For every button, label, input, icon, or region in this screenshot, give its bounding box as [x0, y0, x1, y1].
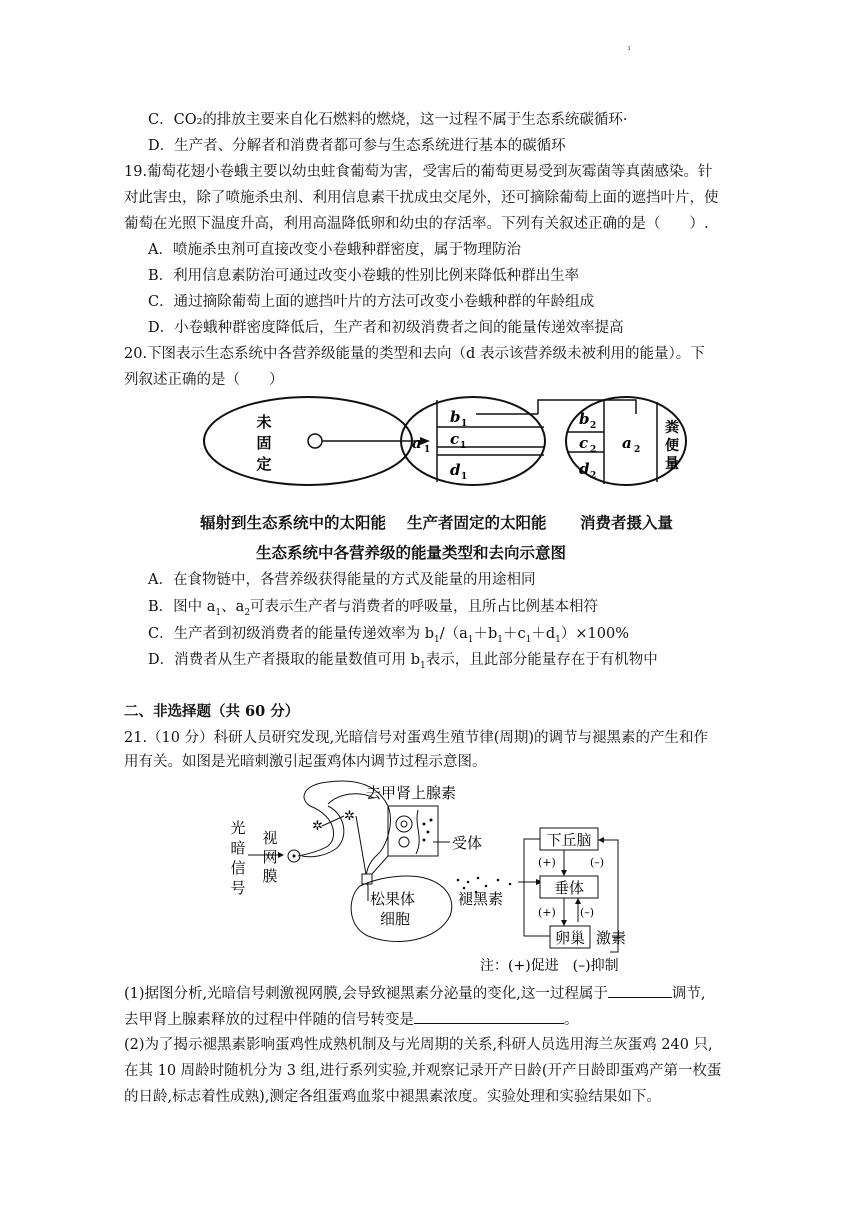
svg-text:c: c — [450, 430, 460, 448]
svg-text:松果体: 松果体 — [370, 890, 416, 908]
svg-text:a: a — [412, 434, 422, 452]
diagram-label-radiation: 辐射到生态系统中的太阳能 — [200, 514, 387, 532]
svg-text:2: 2 — [590, 421, 597, 431]
synapse-inset — [388, 806, 438, 856]
q20-stem-line1: 20.下图表示生态系统中各营养级能量的类型和去向（d 表示该营养级未被利用的能量）。下 — [124, 346, 705, 362]
q19-option-d: D．小卷蛾种群密度降低后，生产者和初级消费者之间的能量传递效率提高 — [148, 320, 624, 336]
svg-text:a: a — [622, 434, 632, 452]
corner-mark: ı — [628, 44, 631, 52]
svg-text:垂体: 垂体 — [553, 879, 585, 897]
svg-text:1: 1 — [461, 472, 468, 482]
q21-part2-line1: (2)为了揭示褪黑素影响蛋鸡性成熟机制及与光周期的关系,科研人员选用海兰灰蛋鸡 240 只, — [124, 1037, 713, 1053]
svg-text:1: 1 — [424, 445, 431, 455]
svg-text:暗: 暗 — [230, 839, 246, 857]
svg-text:1: 1 — [460, 441, 467, 451]
neuron-icon: ✲ — [344, 809, 355, 824]
svg-text:2: 2 — [634, 445, 641, 455]
q19-stem-line3: 葡萄在光照下温度升高，利用高温降低卵和幼虫的存活率。下列有关叙述正确的是（ ）. — [124, 216, 709, 232]
diagram-caption: 生态系统中各营养级的能量类型和去向示意图 — [256, 544, 567, 562]
q21-part2-line2: 在其 10 周龄时随机分为 3 组,进行系列实验,并观察记录开产日龄(开产日龄即蛋鸡产第一枚蛋 — [124, 1063, 722, 1079]
q19-stem-line1: 19.葡萄花翅小卷蛾主要以幼虫蛀食葡萄为害，受害后的葡萄更易受到灰霉菌等真菌感染。针 — [124, 164, 713, 180]
svg-text:卵巢: 卵巢 — [554, 929, 586, 947]
answer-blank-1[interactable] — [608, 983, 672, 998]
q21-stem-line1: 21.（10 分）科研人员研究发现,光暗信号对蛋鸡生殖节律(周期)的调节与褪黑素的产生和作 — [124, 730, 709, 746]
svg-text:去甲肾上腺素: 去甲肾上腺素 — [366, 784, 457, 802]
q18-option-c: C．CO₂的排放主要来自化石燃料的燃烧，这一过程不属于生态系统碳循环· — [148, 112, 628, 128]
svg-text:信: 信 — [230, 859, 246, 877]
neuron-icon: ✲ — [312, 819, 323, 834]
svg-text:b: b — [450, 408, 461, 426]
svg-text:(–): (–) — [580, 906, 595, 919]
q18-option-d: D．生产者、分解者和消费者都可参与生态系统进行基本的碳循环 — [148, 138, 566, 154]
q21-part1-line1: (1)据图分析,光暗信号刺激视网膜,会导致褪黑素分泌量的变化,这一过程属于 调节, — [124, 983, 705, 1004]
answer-blank-2[interactable] — [414, 1009, 564, 1024]
q21-part2-line3: 的日龄,标志着性成熟),测定各组蛋鸡血浆中褪黑素浓度。实验处理和实验结果如下。 — [124, 1089, 661, 1105]
svg-text:d: d — [579, 460, 590, 478]
svg-text:b: b — [579, 410, 590, 428]
svg-text:1: 1 — [461, 419, 468, 429]
unfixed-label-3: 定 — [256, 455, 272, 473]
q21-stem-line2: 用有关。如图是光暗刺激引起蛋鸡体内调节过程示意图。 — [124, 754, 487, 770]
unfixed-label-1: 未 — [256, 413, 272, 431]
svg-text:激素: 激素 — [596, 929, 627, 947]
svg-text:便: 便 — [665, 438, 679, 454]
regulation-diagram — [228, 776, 688, 976]
unfixed-label-2: 固 — [256, 434, 272, 452]
svg-text:c: c — [579, 434, 589, 452]
svg-text:注：(+)促进 (–)抑制: 注：(+)促进 (–)抑制 — [480, 958, 619, 974]
q19-option-a: A．喷施杀虫剂可直接改变小卷蛾种群密度，属于物理防治 — [148, 242, 521, 258]
q20-option-b: B．图中 $a_1$、$a_2$可表示生产者与消费者的呼吸量，且所占比例基本相符 — [148, 599, 599, 618]
svg-text:视: 视 — [262, 829, 278, 847]
svg-text:(+): (+) — [538, 856, 556, 869]
svg-text:受体: 受体 — [452, 834, 483, 852]
q19-option-b: B．利用信息素防治可通过改变小卷蛾的性别比例来降低种群出生率 — [148, 268, 580, 284]
svg-text:粪: 粪 — [665, 420, 679, 436]
q20-option-c: C．生产者到初级消费者的能量传递效率为 $b_1/(a_1+b_1+c_1+d_1)\times 100\%$ — [148, 626, 630, 645]
svg-text:量: 量 — [665, 456, 679, 472]
q20-option-d: D．消费者从生产者摄取的能量数值可用 $b_1$表示，且此部分能量存在于有机物中 — [148, 652, 658, 671]
svg-text:褪黑素: 褪黑素 — [458, 890, 504, 908]
svg-text:(–): (–) — [590, 856, 605, 869]
svg-text:号: 号 — [230, 879, 246, 897]
q21-part1-line2: 去甲肾上腺素释放的过程中伴随的信号转变是 。 — [124, 1009, 579, 1030]
q19-stem-line2: 对此害虫，除了喷施杀虫剂、利用信息素干扰成虫交尾外，还可摘除葡萄上面的遮挡叶片，使 — [124, 190, 719, 206]
diagram-label-consumer: 消费者摄入量 — [580, 514, 674, 532]
section-title: 二、非选择题（共 60 分） — [124, 703, 300, 720]
q20-option-a: A．在食物链中，各营养级获得能量的方式及能量的用途相同 — [148, 572, 536, 588]
q19-option-c: C．通过摘除葡萄上面的遮挡叶片的方法可改变小卷蛾种群的年龄组成 — [148, 294, 595, 310]
pineal-cell — [351, 876, 452, 942]
svg-text:光: 光 — [230, 819, 246, 837]
diagram-label-producer: 生产者固定的太阳能 — [407, 514, 547, 532]
svg-text:(+): (+) — [538, 906, 556, 919]
q20-stem-line2: 列叙述正确的是（ ） — [124, 372, 284, 388]
small-circle — [308, 434, 322, 448]
svg-text:2: 2 — [590, 471, 597, 481]
svg-text:细胞: 细胞 — [380, 910, 411, 928]
svg-text:d: d — [450, 461, 461, 479]
svg-text:膜: 膜 — [262, 867, 278, 885]
energy-flow-diagram — [200, 392, 700, 508]
svg-text:2: 2 — [590, 445, 597, 455]
svg-text:网: 网 — [262, 848, 278, 866]
svg-text:下丘脑: 下丘脑 — [546, 831, 592, 849]
